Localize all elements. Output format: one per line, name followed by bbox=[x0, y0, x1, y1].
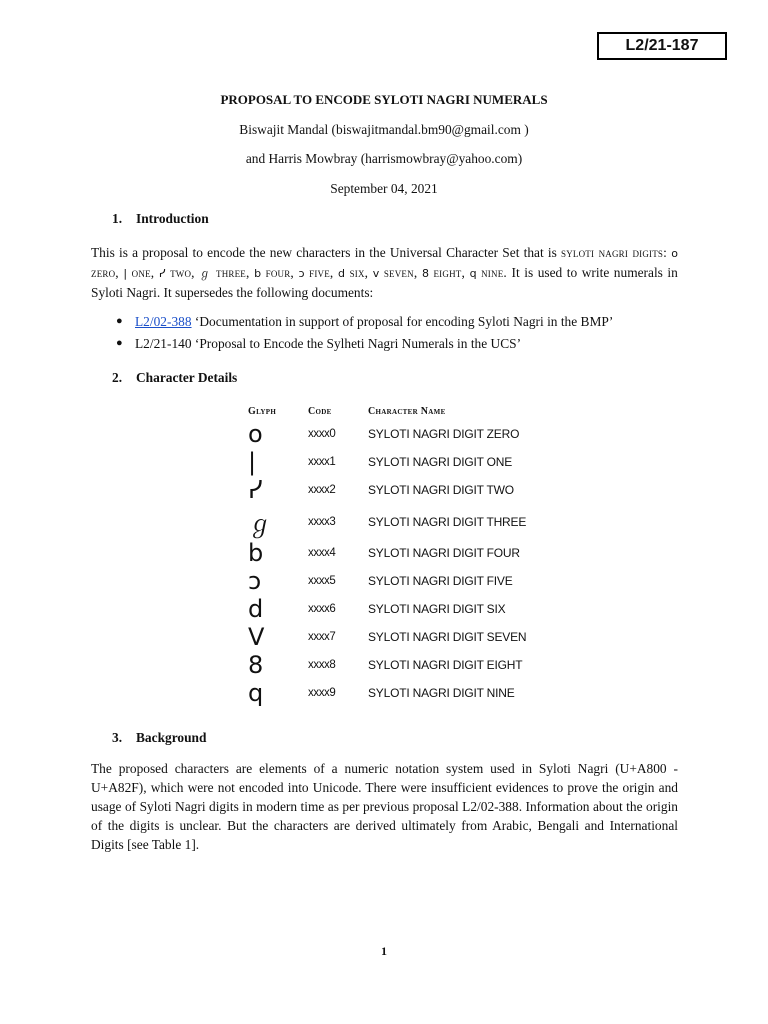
character-name-cell: SYLOTI NAGRI DIGIT NINE bbox=[368, 686, 515, 700]
digit-glyph-icon: d bbox=[248, 595, 264, 623]
character-table bbox=[248, 402, 526, 707]
background-paragraph: The proposed characters are elements of a numeric notation system used in Syloti Nagri (U+A800 - U+A82F), which were not encoded into Unicode. There were insufficient evidences to prove the origin and usage of Syloti Nagri digits in modern time as per previous proposal L2/02-388. Information about the origin of the digits is unclear. But the characters are derived ultimately from Arabic, Bengali and International Digits [see Table 1]. bbox=[91, 761, 678, 852]
header-code: Code bbox=[308, 405, 332, 417]
code-cell: xxxx9 bbox=[308, 687, 336, 699]
intro-lead-text: This is a proposal to encode the new characters in the Universal Character Set that is bbox=[91, 245, 561, 260]
digit-glyph-icon: q bbox=[469, 267, 477, 280]
code-cell: xxxx5 bbox=[308, 575, 336, 587]
code-cell: xxxx4 bbox=[308, 547, 336, 559]
document-title: PROPOSAL TO ENCODE SYLOTI NAGRI NUMERALS bbox=[220, 92, 548, 107]
section-title: Background bbox=[136, 730, 207, 745]
digit-glyph-icon: ℊ bbox=[199, 267, 212, 280]
digit-glyph-icon: ↄ bbox=[298, 267, 305, 280]
digit-name: five, bbox=[309, 265, 334, 280]
digits-label: syloti nagri digits: bbox=[560, 245, 668, 260]
introduction-paragraph bbox=[91, 243, 678, 302]
table-row bbox=[248, 448, 526, 476]
table-row bbox=[248, 420, 526, 448]
digit-glyph-icon: V bbox=[248, 623, 265, 651]
author-line-2: and Harris Mowbray (harrismowbray@yahoo.com) bbox=[245, 151, 523, 166]
digit-name: two, bbox=[170, 265, 195, 280]
reference-item bbox=[116, 312, 716, 334]
table-row bbox=[248, 504, 526, 539]
reference-text: ‘Documentation in support of proposal for encoding Syloti Nagri in the BMP’ bbox=[191, 314, 614, 329]
table-header-row bbox=[248, 402, 526, 420]
character-name-cell: SYLOTI NAGRI DIGIT ZERO bbox=[368, 427, 520, 441]
code-cell: xxxx8 bbox=[308, 659, 336, 671]
section-number: 3. bbox=[112, 730, 123, 745]
code-cell: xxxx1 bbox=[308, 456, 336, 468]
digit-glyph-icon: v bbox=[372, 267, 380, 280]
section-heading-background bbox=[112, 730, 206, 746]
table-row bbox=[248, 651, 526, 679]
table-row bbox=[248, 623, 526, 651]
code-cell: xxxx2 bbox=[308, 484, 336, 496]
character-name-cell: SYLOTI NAGRI DIGIT EIGHT bbox=[368, 658, 523, 672]
section-heading-introduction bbox=[112, 211, 209, 227]
table-row bbox=[248, 539, 526, 567]
digit-glyph-icon: 8 bbox=[421, 267, 429, 280]
intro-tail-text: It is used to write numerals in Syloti Nagri. It supersedes the following documents: bbox=[91, 265, 678, 300]
digit-name: four, bbox=[265, 265, 294, 280]
digit-glyph-icon: | bbox=[248, 448, 257, 476]
reference-text: L2/21-140 ‘Proposal to Encode the Sylheti Nagri Numerals in the UCS’ bbox=[135, 336, 522, 351]
header-character-name: Character Name bbox=[368, 405, 446, 417]
code-cell: xxxx0 bbox=[308, 428, 336, 440]
section-title: Character Details bbox=[136, 370, 238, 385]
table-row bbox=[248, 567, 526, 595]
character-name-cell: SYLOTI NAGRI DIGIT FOUR bbox=[368, 546, 520, 560]
table-row bbox=[248, 476, 526, 504]
reference-list bbox=[116, 312, 716, 356]
character-name-cell: SYLOTI NAGRI DIGIT SEVEN bbox=[368, 630, 527, 644]
digit-glyph-icon: ↄ bbox=[248, 567, 262, 595]
header-glyph: Glyph bbox=[248, 405, 277, 417]
digit-name: zero, bbox=[91, 265, 119, 280]
table-row bbox=[248, 595, 526, 623]
digit-name: one, bbox=[131, 265, 155, 280]
bullet-icon: ● bbox=[116, 315, 123, 327]
character-name-cell: SYLOTI NAGRI DIGIT THREE bbox=[368, 514, 527, 529]
digit-name: six, bbox=[349, 265, 369, 280]
digit-glyph-icon: | bbox=[123, 267, 128, 280]
section-title: Introduction bbox=[136, 211, 209, 226]
document-number: L2/21-187 bbox=[597, 32, 727, 60]
code-cell: xxxx6 bbox=[308, 603, 336, 615]
digit-glyph-icon: d bbox=[338, 267, 346, 280]
digit-glyph-icon: o bbox=[671, 247, 678, 260]
digit-name: nine. bbox=[481, 265, 507, 280]
digit-name: eight, bbox=[433, 265, 466, 280]
document-date: September 04, 2021 bbox=[330, 181, 438, 196]
character-name-cell: SYLOTI NAGRI DIGIT SIX bbox=[368, 602, 506, 616]
digit-glyph-icon: ℊ bbox=[248, 510, 272, 538]
section-heading-character-details bbox=[112, 370, 237, 386]
character-name-cell: SYLOTI NAGRI DIGIT FIVE bbox=[368, 574, 513, 588]
reference-link[interactable]: L2/02-388 bbox=[135, 314, 192, 329]
code-cell: xxxx3 bbox=[308, 515, 336, 528]
table-row bbox=[248, 679, 526, 707]
digit-glyph-icon: q bbox=[248, 679, 264, 707]
reference-item bbox=[116, 334, 716, 356]
digit-glyph-icon: ᓯ bbox=[248, 476, 263, 504]
digit-glyph-icon: o bbox=[248, 420, 263, 448]
digit-glyph-icon: ᓯ bbox=[158, 267, 166, 280]
character-name-cell: SYLOTI NAGRI DIGIT TWO bbox=[368, 483, 514, 497]
digit-glyph-icon: 8 bbox=[248, 651, 264, 679]
digit-glyph-icon: b bbox=[248, 539, 264, 567]
character-name-cell: SYLOTI NAGRI DIGIT ONE bbox=[368, 455, 513, 469]
digit-name: three, bbox=[216, 265, 250, 280]
author-line: Biswajit Mandal (biswajitmandal.bm90@gmail.com ) bbox=[239, 122, 529, 137]
digit-name: seven, bbox=[383, 265, 418, 280]
digit-glyph-icon: b bbox=[254, 267, 262, 280]
bullet-icon: ● bbox=[116, 337, 123, 349]
code-cell: xxxx7 bbox=[308, 631, 336, 643]
section-number: 2. bbox=[112, 370, 123, 385]
page-number: 1 bbox=[381, 944, 387, 958]
section-number: 1. bbox=[112, 211, 123, 226]
